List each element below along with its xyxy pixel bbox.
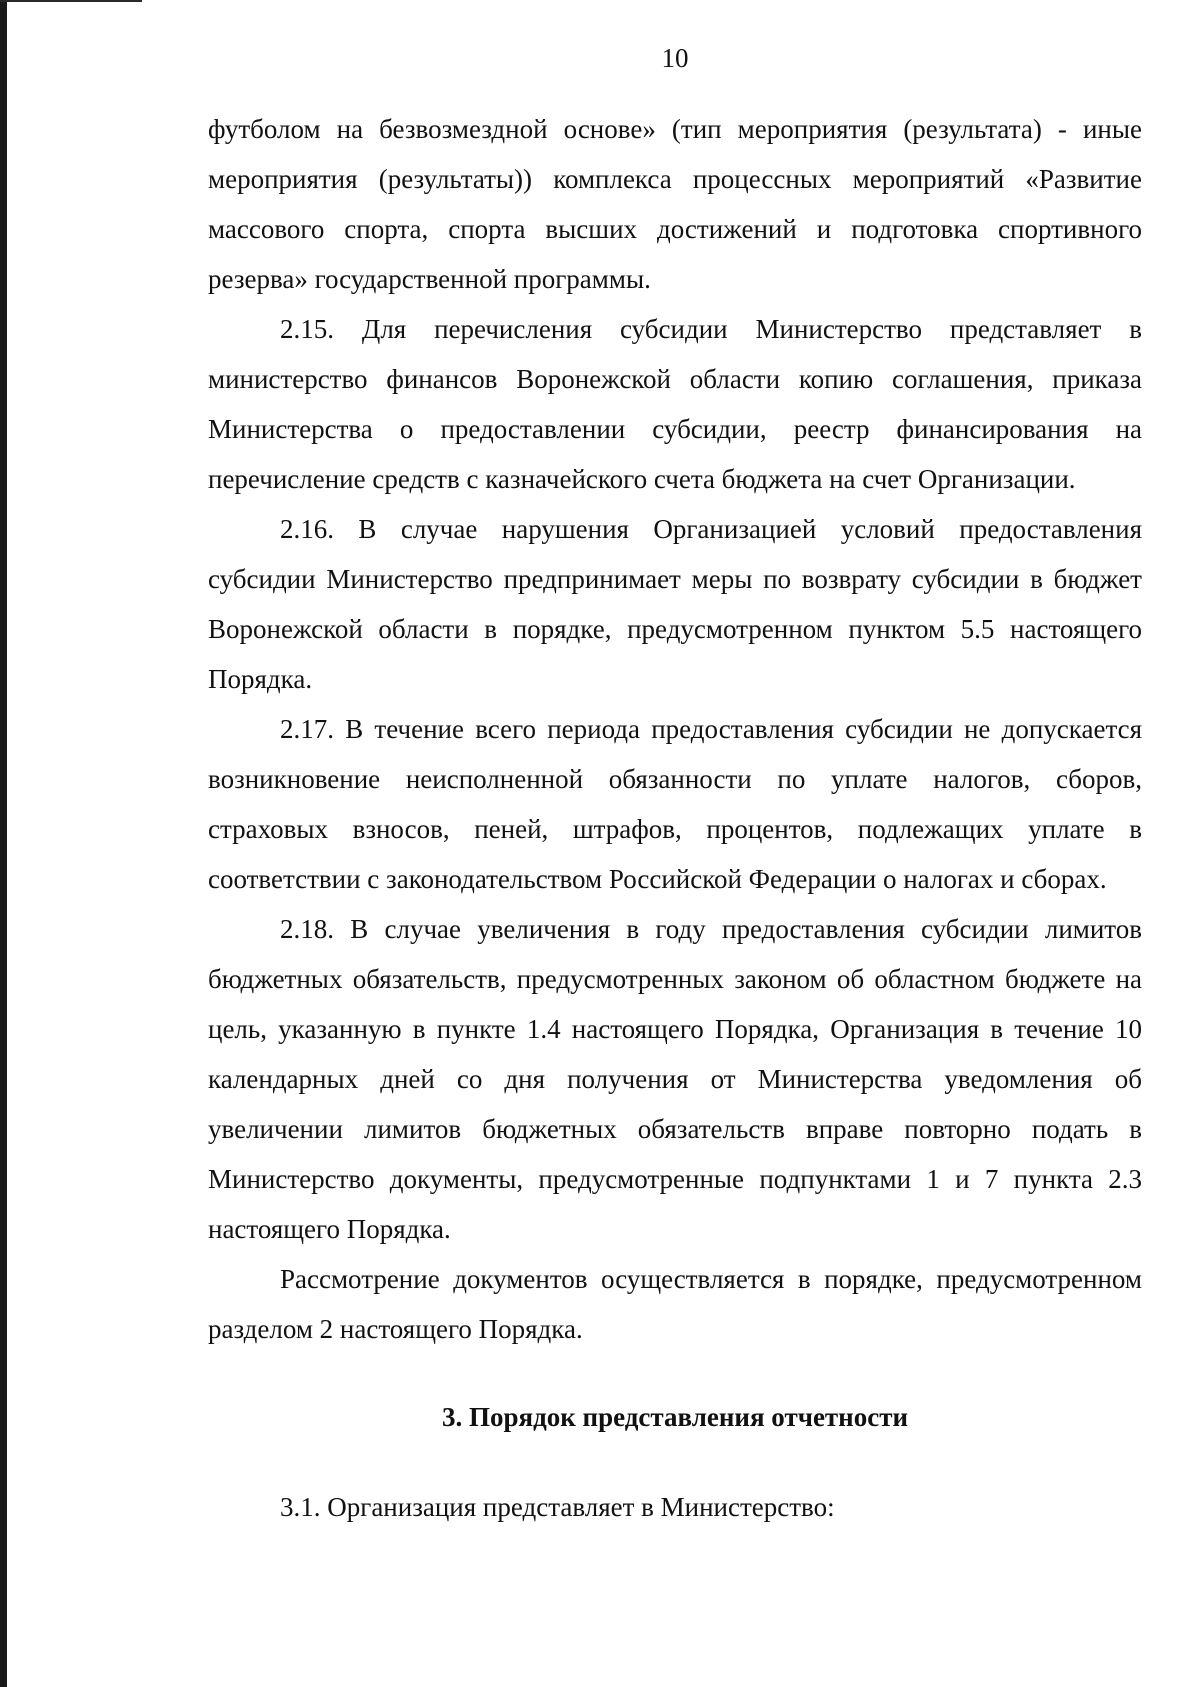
scan-edge-left: [0, 0, 7, 1687]
scan-edge-top: [0, 0, 142, 2]
paragraph-continuation: футболом на безвозмездной основе» (тип мероприятия (результата) - иные мероприятия (результаты)) комплекса процессных мероприятий «Развитие массового спорта, спорта высших достижений и подготовка спортивного резерва» государственной программы.: [208, 114, 1142, 294]
paragraph-2-15: 2.15. Для перечисления субсидии Министерство представляет в министерство финансов Воронежской области копию соглашения, приказа Министерства о предоставлении субсидии, реестр финансирования на перечисление средств с казначейского счета бюджета на счет Организации.: [208, 314, 1142, 494]
paragraph-2-17: 2.17. В течение всего периода предоставления субсидии не допускается возникновение неисполненной обязанности по уплате налогов, сборов, страховых взносов, пеней, штрафов, процентов, подлежащих уплате в соответствии с законодательством Российской Федерации о налогах и сборах.: [208, 714, 1142, 894]
section-heading: 3. Порядок представления отчетности: [441, 1402, 909, 1432]
paragraph-review-documents: Рассмотрение документов осуществляется в порядке, предусмотренном разделом 2 настоящего Порядка.: [208, 1264, 1142, 1344]
paragraph-2-18: 2.18. В случае увеличения в году предоставления субсидии лимитов бюджетных обязательств, предусмотренных законом об областном бюджете на цель, указанную в пункте 1.4 настоящего Порядка, Организация в течение 10 календарных дней со дня получения от Министерства уведомления об увеличении лимитов бюджетных обязательств вправе повторно подать в Министерство документы, предусмотренные подпунктами 1 и 7 пункта 2.3 настоящего Порядка.: [208, 914, 1142, 1244]
document-body: [208, 104, 1142, 1532]
paragraph-2-16: 2.16. В случае нарушения Организацией условий предоставления субсидии Министерство предпринимает меры по возврату субсидии в бюджет Воронежской области в порядке, предусмотренном пунктом 5.5 настоящего Порядка.: [208, 514, 1142, 694]
paragraph-3-1: 3.1. Организация представляет в Министерство:: [280, 1492, 835, 1522]
page-number: 10: [661, 43, 689, 73]
